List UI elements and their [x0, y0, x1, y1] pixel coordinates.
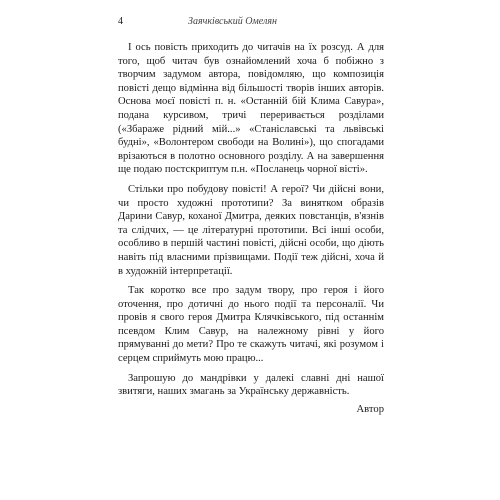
page-number: 4 [118, 16, 123, 27]
paragraph-summary: Так коротко все про задум твору, про героя і його оточення, про дотичні до нього події та персоналії. Чи провів я свого героя Дмитра Клячківського, під останнім псевдом Клим Савур, на належному рівні у його прямуванні до мети? Про те скажуть читачі, які розумом і серцем сприймуть мою працю... [118, 285, 384, 365]
body-text [118, 41, 384, 422]
author-signature: Автор [356, 403, 384, 415]
running-title: Заячківський Омелян [188, 16, 277, 27]
paragraph-heroes: Стільки про побудову повісті! А герої? Чи дійсні вони, чи просто художні прототипи? За винятком образів Дарини Савур, коханої Дмитра, деяких повстанців, в'язнів та слідчих, — це літературні прототипи. Всі інші особи, особливо в першій частині повісті, дійсні особи, що діють навіть під власними прізвищами. Події теж дійсні, хоча й в художній інтерпретації. [118, 183, 384, 277]
paragraph-composition: І ось повість приходить до читачів на їх розсуд. А для того, щоб читач був ознайомлений хоча б побіжно з творчим задумом автора, повідомляю, що композиція повісті дещо відмінна від більшості творів інших авторів. Основа моєї повісті п. н. «Останній бій Клима Савура», подана курсивом, тричі переривається розділами («Збараже рідний мій...» «Станіславські та львівські будні», «Волонтером свободи на Волині»), що спогадами врізаються в полотно основного розділу. А на завершення ще подаю постскриптум п.н. «Посланець чорної вісті». [118, 42, 384, 176]
page-header [118, 16, 384, 30]
paragraph-invitation: Запрошую до мандрівки у далекі славні дні нашої звитяги, наших змагань за Українську державність. [118, 372, 384, 398]
